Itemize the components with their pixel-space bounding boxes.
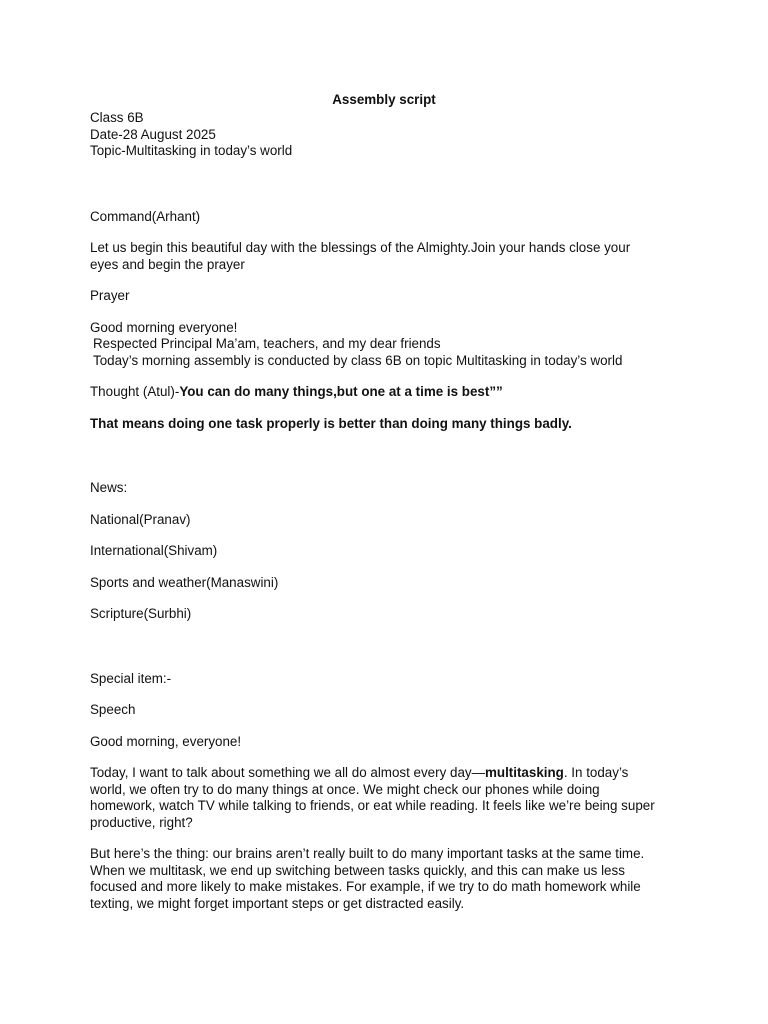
para1-line-1 (90, 765, 690, 782)
topic-line: Topic-Multitasking in today’s world (90, 143, 293, 158)
para1-line-4: productive, right? (90, 814, 193, 830)
spacer (90, 369, 690, 384)
spacer (90, 432, 690, 480)
document-title: Assembly script (332, 92, 436, 107)
spacer (90, 750, 690, 765)
spacer (90, 497, 690, 512)
spacer (90, 305, 690, 320)
spacer (90, 719, 690, 734)
news-item-scripture: Scripture(Surbhi) (90, 606, 192, 621)
spacer (90, 591, 690, 606)
spacer (90, 623, 690, 671)
para1-keyword: multitasking (484, 765, 564, 780)
spacer (90, 560, 690, 575)
thought-prefix: Thought (Atul)- (90, 384, 180, 399)
spacer (90, 831, 690, 846)
special-heading: Special item:- (90, 670, 172, 686)
command-text (90, 240, 690, 273)
para1-line-3: homework, watch TV while talking to friends, or eat while reading. It feels like we’re being super (90, 798, 655, 813)
header-block (90, 110, 690, 160)
class-line: Class 6B (90, 110, 144, 125)
news-heading: News: (90, 480, 128, 495)
news-item-sports-weather: Sports and weather(Manaswini) (90, 574, 279, 590)
para2-line-1: But here’s the thing: our brains aren’t really built to do many important tasks at the same time. (90, 846, 645, 861)
spacer (90, 273, 690, 288)
spacer (90, 160, 690, 208)
greeting-line-1: Good morning everyone! (90, 319, 238, 335)
speech-paragraph-1 (90, 765, 690, 831)
thought-line (90, 384, 690, 401)
para1-line-2: world, we often try to do many things at once. We might check our phones while doing (90, 781, 600, 797)
speech-label: Speech (90, 702, 136, 717)
speech-paragraph-2 (90, 846, 690, 912)
prayer-label: Prayer (90, 288, 130, 303)
command-line-2: eyes and begin the prayer (90, 256, 245, 272)
greeting-line-3: Today’s morning assembly is conducted by class 6B on topic Multitasking in today’s world (93, 352, 623, 368)
spacer (90, 528, 690, 543)
thought-quote: You can do many things,but one at a time is best”” (179, 384, 503, 399)
para2-line-2: When we multitask, we end up switching between tasks quickly, and this can make us less (90, 862, 625, 878)
date-line: Date-28 August 2025 (90, 126, 216, 142)
speech-opening: Good morning, everyone! (90, 733, 242, 749)
news-item-international: International(Shivam) (90, 543, 218, 558)
thought-meaning: That means doing one task properly is better than doing many things badly. (90, 415, 572, 431)
greeting-block (90, 320, 690, 370)
para1-line-1c: . In today’s (563, 765, 629, 780)
spacer (90, 401, 690, 416)
para2-line-3: focused and more likely to make mistakes. For example, if we try to do math homework while (90, 879, 641, 894)
command-heading: Command(Arhant) (90, 208, 201, 224)
para1-line-1a: Today, I want to talk about something we all do almost every day— (90, 765, 485, 780)
spacer (90, 687, 690, 702)
greeting-line-2: Respected Principal Ma’am, teachers, and my dear friends (93, 336, 441, 351)
document-page (90, 92, 690, 912)
command-line-1: Let us begin this beautiful day with the blessings of the Almighty.Join your hands close your (90, 240, 631, 255)
news-item-national: National(Pranav) (90, 511, 191, 527)
para2-line-4: texting, we might forget important steps or get distracted easily. (90, 895, 465, 911)
spacer (90, 225, 690, 240)
